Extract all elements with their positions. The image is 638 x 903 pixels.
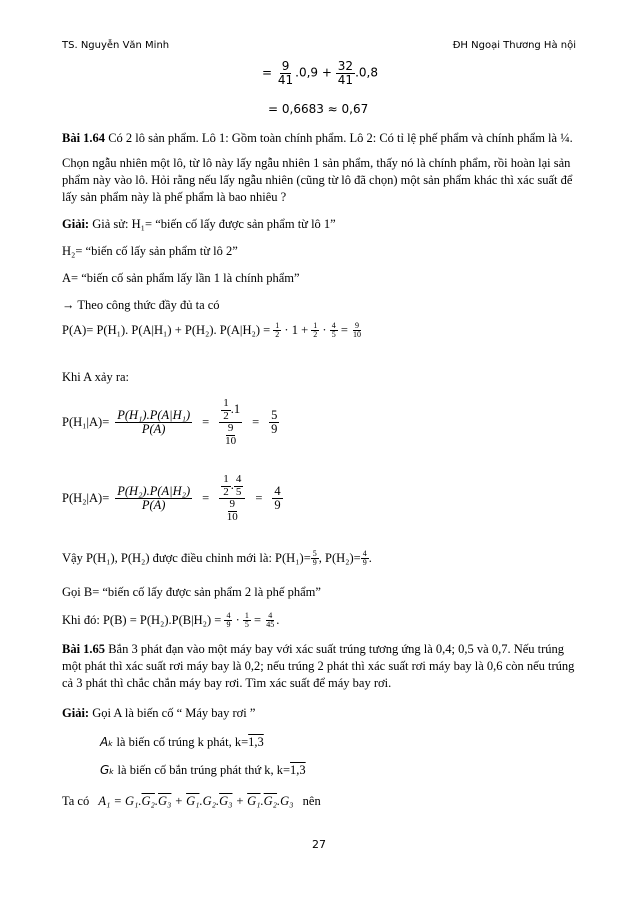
ph2-equals-2: = (255, 491, 263, 506)
equals-sign: = (262, 65, 273, 80)
header-school: ĐH Ngoại Thương Hà nội (452, 40, 576, 51)
solution-165: Giải: Gọi A là biến cố “ Máy bay rơi ” (62, 706, 256, 720)
bai-164-intro (62, 130, 582, 147)
ph1-equals-2: = (252, 415, 260, 430)
definition-a: A= “biến cố sản phẩm lấy lần 1 là chính phẩm” (62, 271, 300, 285)
definition-h2: H₂= “biến cố lấy sản phẩm từ lô 2” (62, 244, 238, 258)
ph2-fraction: $\frac{\text{P(H₂).P(A|H₂)}}{P(A)}$ (117, 483, 191, 513)
ph1-nested-fraction: $\frac{1}{2}$ .1 $\frac{9}{10}$ (219, 398, 242, 447)
posterior-h2 (62, 474, 283, 523)
fraction-4-5: $\frac{4}{5}$ (331, 321, 336, 340)
khi-a-line: Khi A xảy ra: (62, 370, 130, 384)
solution-label: Giải: (62, 217, 90, 231)
top-equation-line1 (262, 60, 378, 86)
ph2-equals: = (202, 491, 210, 506)
top-equation-line2: = 0,6683 ≈ 0,67 (268, 102, 369, 116)
ph1-equals: = (202, 415, 210, 430)
exercise-label-165: Bài 1.65 (62, 642, 106, 656)
term-1: .0,9 + (295, 65, 332, 80)
pb-formula: Khi đó: P(B) = P(H₂).P(B|H₂) = $\frac{4}{9}$ · $\frac{1}{5}$ = $\frac{4}{45}$ . (62, 611, 280, 630)
posterior-h1 (62, 398, 279, 447)
exercise-text-165: Bắn 3 phát đạn vào một máy bay với xác suất trúng tương ứng là 0,4; 0,5 và 0,7. Nếu trúng một phát thì xác suất rơi máy bay là 0,2; nếu trúng 2 phát thì xác suất rơi máy bay là 0,6 còn nếu trúng cả 3 phát thì chắc chắn máy bay rơi. Tìm xác suất để máy bay rơi. (62, 642, 575, 690)
bai-165-text (62, 641, 582, 692)
adjusted-probabilities: Vậy P(H₁), P(H₂) được điều chỉnh mới là: P(H₁)= $\frac{5}{9}$ , P(H₂)= $\frac{4}{9}$ . (62, 549, 372, 568)
solution-text: Giả sử: H₁= “biến cố lấy được sản phẩm từ lô 1” (92, 217, 336, 231)
formula-intro: → Theo công thức đầy đủ ta có (62, 298, 220, 312)
fraction-4-9-small: $\frac{4}{9}$ (362, 549, 367, 568)
fraction-1-2: $\frac{1}{2}$ (275, 321, 280, 340)
fraction-4-9-kd: $\frac{4}{9}$ (226, 611, 231, 630)
pa-term: · 1 + (284, 322, 309, 337)
ph2-nested-fraction: $\frac{1}{2}$ . $\frac{4}{5}$ $\frac{9}{10}$ (219, 474, 245, 523)
fraction-5-9: $\frac{5}{9}$ (271, 407, 278, 437)
definition-gk: Gₖ là biến cố bắn trúng phát thứ k, k=1,3 (100, 763, 306, 777)
pa-dot: · (322, 322, 327, 337)
exercise-text: Có 2 lô sản phẩm. Lô 1: Gồm toàn chính phẩm. Lô 2: Có tỉ lệ phế phẩm và chính phẩm là ¼. (108, 131, 573, 145)
fraction-1-5: $\frac{1}{5}$ (244, 611, 249, 630)
fraction-9-10: $\frac{9}{10}$ (353, 321, 361, 340)
term-2: .0,8 (355, 65, 378, 80)
fraction-4-45: $\frac{4}{45}$ (266, 611, 275, 630)
fraction-32-41: $\frac{32}{41}$ (337, 59, 354, 87)
ph2-lhs: P(H₂|A)= (62, 491, 110, 506)
bai-164-question: Chọn ngẫu nhiên một lô, từ lô này lấy ngẫu nhiên 1 sản phẩm, thấy nó là chính phẩm, rồi hoàn lại sản phẩm này vào lô. Hỏi rằng nếu lấy ngẫu nhiên (cũng từ lô đã chọn) một sản phẩm khác thì xác suất để lấy sản phẩm này là phế phẩm là bao nhiêu ? (62, 156, 573, 204)
a1-formula: Ta có A₁ = G₁.G₂.G₃ + G₁.G₂.G₃ + G₁.G₂.G₃ nên (62, 794, 321, 808)
ph1-fraction: $\frac{\text{P(H₁).P(A|H₁)}}{P(A)}$ (117, 407, 191, 437)
definition-ak: Aₖ là biến cố trúng k phát, k=1,3 (100, 735, 264, 749)
definition-b: Gọi B= “biến cố lấy được sản phẩm 2 là phế phẩm” (62, 585, 321, 599)
fraction-4-9: $\frac{4}{9}$ (274, 483, 281, 513)
pa-formula-text: P(A)= P(H₁). P(A|H₁) + P(H₂). P(A|H₂) = (62, 322, 271, 337)
fraction-5-9-small: $\frac{5}{9}$ (312, 549, 317, 568)
page-number: 27 (312, 838, 326, 851)
header-author: TS. Nguyễn Văn Minh (62, 40, 170, 51)
pa-equals: = (340, 322, 348, 337)
ph1-lhs: P(H₁|A)= (62, 415, 110, 430)
fraction-9-41: $\frac{9}{41}$ (277, 59, 294, 87)
total-probability-formula (62, 322, 363, 340)
exercise-label: Bài 1.64 (62, 131, 106, 145)
solution-h1 (62, 217, 336, 232)
fraction-1-2b: $\frac{1}{2}$ (313, 321, 318, 340)
